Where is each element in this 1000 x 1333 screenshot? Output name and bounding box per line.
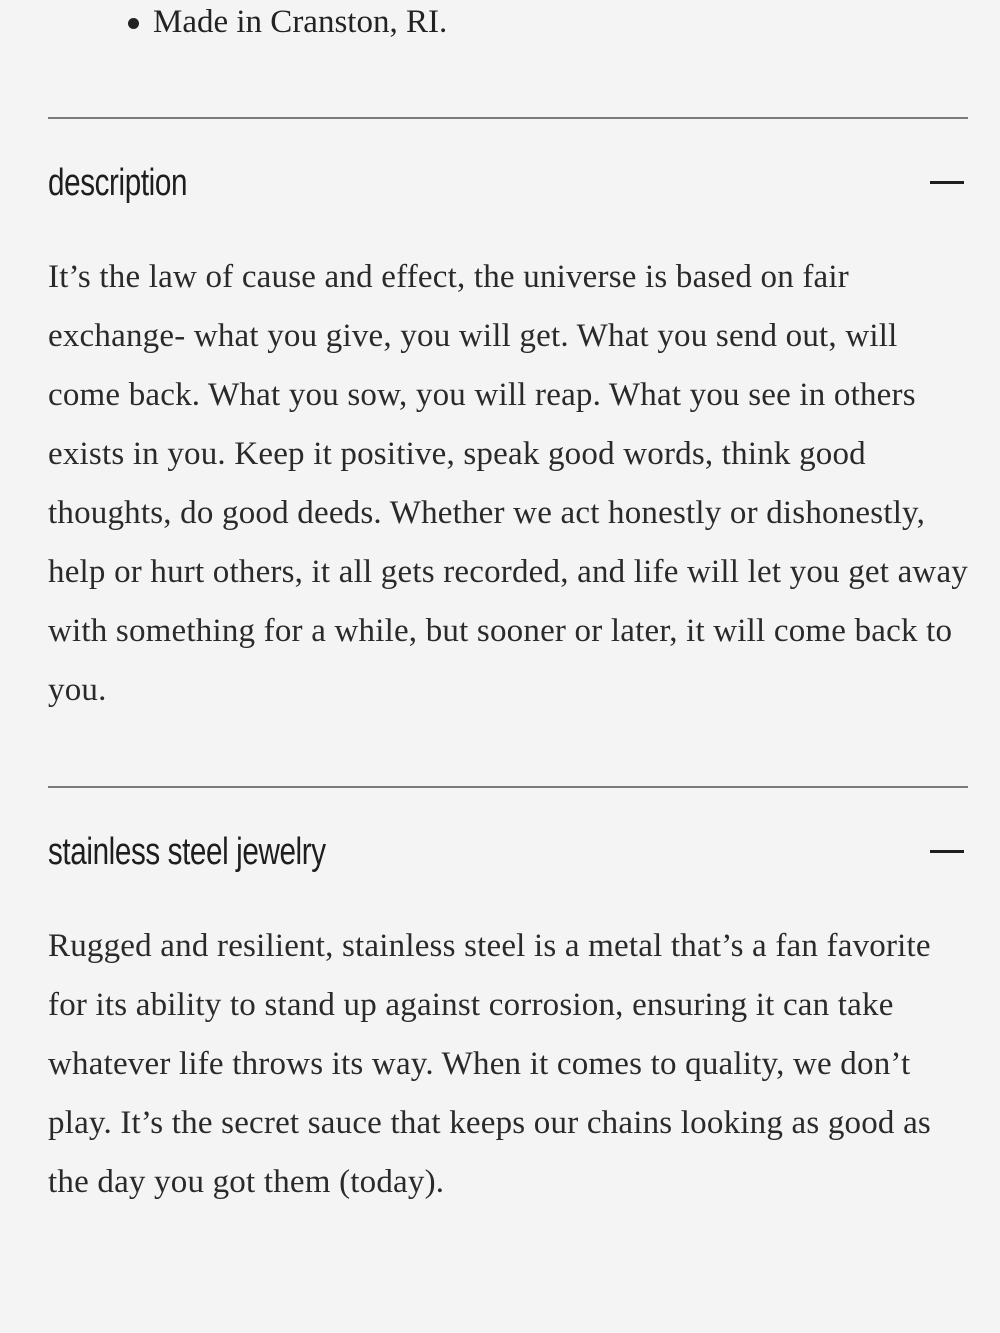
- feature-list: [153, 2, 447, 42]
- divider: [48, 786, 968, 788]
- feature-text: Made in Cranston, RI.: [153, 4, 448, 40]
- accordion-header-stainless-steel-jewelry[interactable]: [48, 824, 968, 880]
- description-text: It’s the law of cause and effect, the universe is based on fair exchange- what you give, you will get. What you send out, will come back. What you sow, you will reap. What you see in others exists in you. Keep it positive, speak good words, think good thoughts, do good deeds. Whether we act honestly or dishonestly, help or hurt others, it all gets recorded, and life will let you get away with something for a while, but sooner or later, it will come back to you.: [48, 259, 968, 708]
- bullet-icon: [128, 18, 139, 29]
- stainless-steel-text: Rugged and resilient, stainless steel is a metal that’s a fan favorite for its ability to stand up against corrosion, ensuring it can take whatever life throws its way. When it comes to quality, we don’t play. It’s the secret sauce that keeps our chains looking as good as the day you got them (today).: [48, 928, 931, 1200]
- divider: [48, 117, 968, 119]
- section-title: stainless steel jewelry: [48, 831, 326, 873]
- feature-list-item: [153, 2, 447, 42]
- accordion-header-description[interactable]: [48, 155, 968, 211]
- minus-icon[interactable]: [930, 181, 964, 184]
- section-title: description: [48, 162, 188, 204]
- minus-icon[interactable]: [930, 850, 964, 853]
